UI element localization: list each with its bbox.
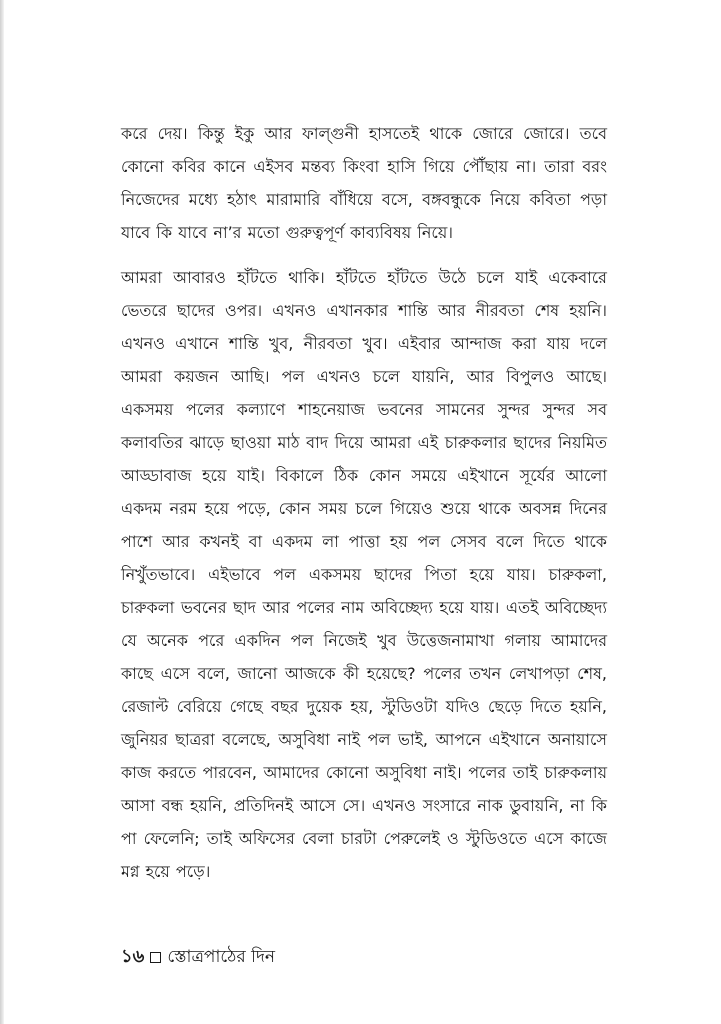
- running-title: স্তোত্রপাঠের দিন: [167, 947, 276, 967]
- square-separator-icon: [150, 952, 161, 963]
- paragraph-2: আমরা আবারও হাঁটতে থাকি। হাঁটতে হাঁটতে উঠে চলে যাই একেবারে ভেতরে ছাদের ওপর। এখনও এখানকার শান্তি আর নীরবতা শেষ হয়নি। এখনও এখানে শান্তি খুব, নীরবতা খুব। এইবার আন্দাজ করা যায় দলে আমরা কয়জন আছি। পল এখনও চলে যায়নি, আর বিপুলও আছে। একসময় পলের কল্যাণে শাহনেয়াজ ভবনের সামনের সুন্দর সুন্দর সব কলাবতির ঝাড়ে ছাওয়া মাঠ বাদ দিয়ে আমরা এই চারুকলার ছাদের নিয়মিত আড্ডাবাজ হয়ে যাই। বিকালে ঠিক কোন সময়ে এইখানে সূর্যের আলো একদম নরম হয়ে পড়ে, কোন সময় চলে গিয়েও শুয়ে থাকে অবসন্ন দিনের পাশে আর কখনই বা একদম লা পাত্তা হয় পল সেসব বলে দিতে থাকে নিখুঁতভাবে। এইভাবে পল একসময় ছাদের পিতা হয়ে যায়। চারুকলা, চারুকলা ভবনের ছাদ আর পলের নাম অবিচ্ছেদ্য হয়ে যায়। এতই অবিচ্ছেদ্য যে অনেক পরে একদিন পল নিজেই খুব উত্তেজনামাখা গলায় আমাদের কাছে এসে বলে, জানো আজকে কী হয়েছে? পলের তখন লেখাপড়া শেষ, রেজাল্ট বেরিয়ে গেছে বছর দুয়েক হয়, স্টুডিওটা যদিও ছেড়ে দিতে হয়নি, জুনিয়র ছাত্ররা বলেছে, অসুবিধা নাই পল ভাই, আপনে এইখানে অনায়াসে কাজ করতে পারবেন, আমাদের কোনো অসুবিধা নাই। পলের তাই চারুকলায় আসা বন্ধ হয়নি, প্রতিদিনই আসে সে। এখনও সংসারে নাক ডুবায়নি, না কি পা ফেলেনি; তাই অফিসের বেলা চারটা পেরুলেই ও স্টুডিওতে এসে কাজে মগ্ন হয়ে পড়ে।: [121, 268, 607, 881]
- page-edge-shadow: [0, 0, 4, 1024]
- paragraph-1: করে দেয়। কিন্তু ইকু আর ফাল্গুনী হাসতেই থাকে জোরে জোরে। তবে কোনো কবির কানে এইসব মন্তব্য কিংবা হাসি গিয়ে পৌঁছায় না। তারা বরং নিজেদের মধ্যে হঠাৎ মারামারি বাঁধিয়ে বসে, বঙ্গবন্ধুকে নিয়ে কবিতা পড়া যাবে কি যাবে না’র মতো গুরুত্বপূর্ণ কাব্যবিষয় নিয়ে।: [121, 124, 607, 242]
- page-number: ১৬: [121, 946, 145, 967]
- page-footer: [121, 944, 275, 970]
- body-text: [121, 117, 607, 888]
